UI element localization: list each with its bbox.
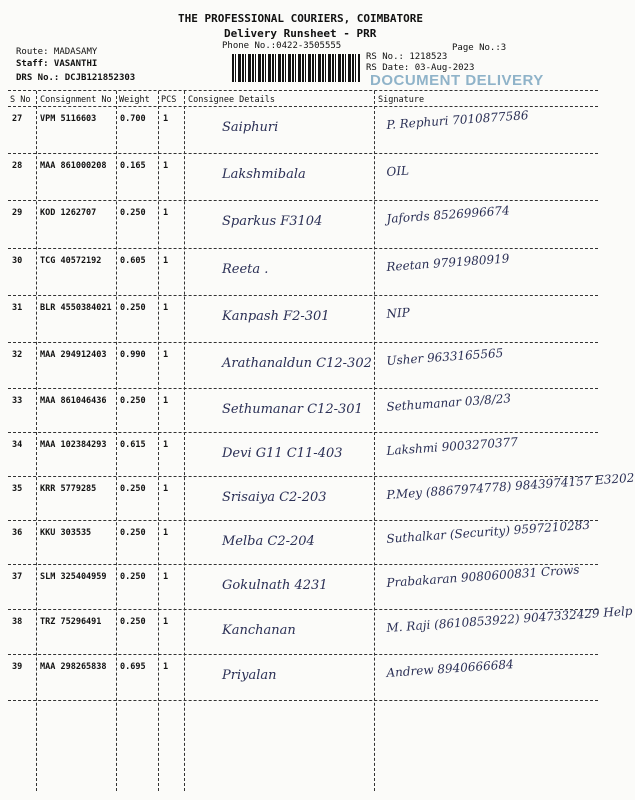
row-pcs: 1: [163, 572, 169, 582]
row-signature-handwriting: Usher 9633165565: [386, 345, 504, 368]
col-divider: [116, 91, 117, 791]
col-divider: [374, 91, 375, 791]
row-consignee-handwriting: Gokulnath 4231: [222, 578, 328, 593]
col-signature: Signature: [378, 95, 425, 105]
drs-number: DRS No.: DCJB121852303: [16, 73, 136, 83]
row-consignment-no: KOD 1262707: [40, 208, 97, 218]
row-weight: 0.250: [120, 484, 146, 494]
row-sno: 33: [12, 396, 23, 406]
row-consignment-no: SLM 325404959: [40, 572, 107, 582]
row-divider: [8, 432, 598, 433]
phone-number: Phone No.:0422-3505555: [222, 41, 342, 51]
row-consignee-handwriting: Srisaiya C2-203: [222, 490, 327, 505]
row-weight: 0.250: [120, 303, 146, 313]
row-consignee-handwriting: Kanpash F2-301: [222, 309, 330, 324]
row-weight: 0.605: [120, 256, 146, 266]
row-weight: 0.250: [120, 572, 146, 582]
row-consignee-handwriting: Sethumanar C12-301: [222, 402, 363, 417]
row-signature-handwriting: Andrew 8940666684: [386, 657, 515, 680]
row-pcs: 1: [163, 662, 169, 672]
row-sno: 37: [12, 572, 23, 582]
row-consignee-handwriting: Reeta .: [222, 262, 269, 277]
row-divider: [8, 609, 598, 610]
row-sno: 36: [12, 528, 23, 538]
row-weight: 0.250: [120, 208, 146, 218]
row-consignment-no: TCG 40572192: [40, 256, 102, 266]
row-pcs: 1: [163, 256, 169, 266]
row-pcs: 1: [163, 303, 169, 313]
row-sno: 31: [12, 303, 23, 313]
row-consignee-handwriting: Devi G11 C11-403: [222, 446, 343, 461]
col-divider: [184, 91, 185, 791]
col-consignment: Consignment No: [40, 95, 112, 105]
row-sno: 34: [12, 440, 23, 450]
row-pcs: 1: [163, 440, 169, 450]
row-pcs: 1: [163, 484, 169, 494]
row-pcs: 1: [163, 617, 169, 627]
route: Route: MADASAMY: [16, 47, 98, 57]
staff: Staff: VASANTHI: [16, 59, 98, 69]
row-consignee-handwriting: Priyalan: [222, 668, 277, 683]
row-weight: 0.250: [120, 528, 146, 538]
col-divider: [158, 91, 159, 791]
rs-number: RS No.: 1218523: [366, 52, 448, 62]
rs-date: RS Date: 03-Aug-2023: [366, 63, 475, 73]
row-divider: [8, 200, 598, 201]
row-signature-handwriting: M. Raji (8610853922) 9047332429 Help: [386, 603, 633, 635]
row-consignee-handwriting: Lakshmibala: [222, 167, 306, 182]
row-weight: 0.165: [120, 161, 146, 171]
row-sno: 27: [12, 114, 23, 124]
table-bottom-rule: [8, 700, 598, 701]
row-signature-handwriting: Prabakaran 9080600831 Crows: [386, 562, 580, 590]
page-number: Page No.:3: [452, 43, 507, 53]
row-weight: 0.250: [120, 396, 146, 406]
col-sno: S No: [10, 95, 31, 105]
row-pcs: 1: [163, 528, 169, 538]
row-consignment-no: MAA 861046436: [40, 396, 107, 406]
company-title: THE PROFESSIONAL COURIERS, COIMBATORE: [178, 12, 424, 25]
row-divider: [8, 248, 598, 249]
table-top-rule: [8, 90, 598, 91]
row-weight: 0.615: [120, 440, 146, 450]
row-consignment-no: KKU 303535: [40, 528, 92, 538]
col-divider: [36, 91, 37, 791]
row-signature-handwriting: NIP: [386, 305, 411, 321]
row-signature-handwriting: P.Mey (8867974778) 9843974157 E3202: [386, 470, 635, 502]
row-signature-handwriting: Reetan 9791980919: [386, 251, 510, 274]
row-signature-handwriting: Suthalkar (Security) 9597210283: [386, 517, 591, 546]
row-signature-handwriting: P. Rephuri 7010877586: [386, 108, 529, 132]
row-consignment-no: BLR 4550384021: [40, 303, 112, 313]
row-sno: 35: [12, 484, 23, 494]
row-divider: [8, 106, 598, 107]
col-weight: Weight: [119, 95, 150, 105]
row-consignee-handwriting: Melba C2-204: [222, 534, 315, 549]
row-pcs: 1: [163, 208, 169, 218]
col-consignee: Consignee Details: [188, 95, 275, 105]
row-divider: [8, 153, 598, 154]
row-consignee-handwriting: Kanchanan: [222, 623, 296, 638]
row-sno: 38: [12, 617, 23, 627]
row-consignee-handwriting: Arathanaldun C12-302: [222, 356, 372, 371]
row-divider: [8, 564, 598, 565]
row-divider: [8, 342, 598, 343]
row-consignment-no: MAA 861000208: [40, 161, 107, 171]
document-delivery-stamp: DOCUMENT DELIVERY: [370, 72, 544, 89]
row-signature-handwriting: OIL: [386, 163, 410, 179]
row-divider: [8, 295, 598, 296]
row-divider: [8, 476, 598, 477]
barcode: [232, 54, 360, 82]
row-divider: [8, 520, 598, 521]
row-pcs: 1: [163, 114, 169, 124]
row-divider: [8, 388, 598, 389]
col-pcs: PCS: [161, 95, 177, 105]
row-weight: 0.700: [120, 114, 146, 124]
row-consignment-no: VPM 5116603: [40, 114, 97, 124]
row-sno: 29: [12, 208, 23, 218]
row-weight: 0.695: [120, 662, 146, 672]
row-pcs: 1: [163, 161, 169, 171]
row-signature-handwriting: Sethumanar 03/8/23: [386, 391, 512, 414]
row-consignment-no: MAA 298265838: [40, 662, 107, 672]
row-pcs: 1: [163, 350, 169, 360]
runsheet-subtitle: Delivery Runsheet - PRR: [224, 27, 377, 40]
row-weight: 0.250: [120, 617, 146, 627]
row-divider: [8, 654, 598, 655]
row-weight: 0.990: [120, 350, 146, 360]
row-consignment-no: MAA 102384293: [40, 440, 107, 450]
row-sno: 28: [12, 161, 23, 171]
row-consignee-handwriting: Saiphuri: [222, 120, 279, 135]
row-consignment-no: TRZ 75296491: [40, 617, 102, 627]
row-consignment-no: KRR 5779285: [40, 484, 97, 494]
row-consignment-no: MAA 294912403: [40, 350, 107, 360]
row-consignee-handwriting: Sparkus F3104: [222, 214, 323, 229]
row-sno: 32: [12, 350, 23, 360]
row-sno: 30: [12, 256, 23, 266]
row-signature-handwriting: Lakshmi 9003270377: [386, 434, 519, 458]
row-sno: 39: [12, 662, 23, 672]
row-pcs: 1: [163, 396, 169, 406]
row-signature-handwriting: Jafords 8526996674: [386, 203, 511, 226]
